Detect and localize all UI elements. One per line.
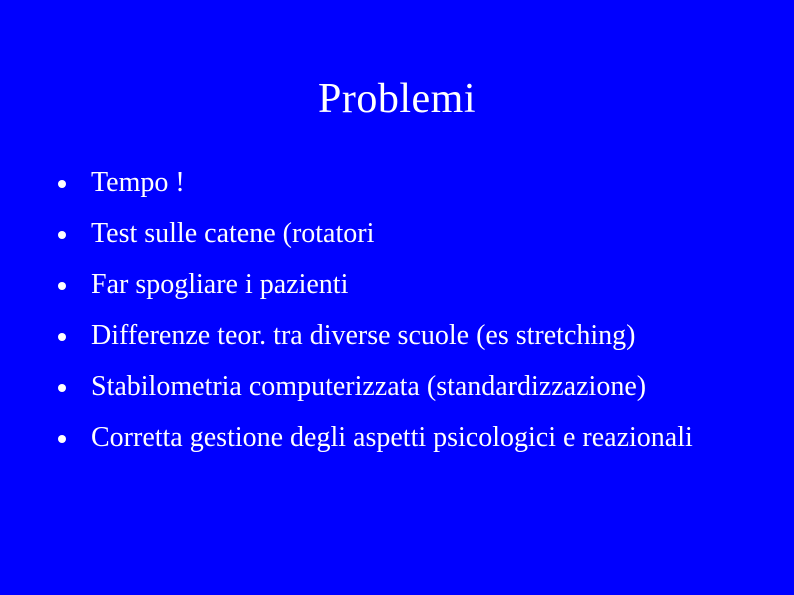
bullet-item (58, 217, 758, 250)
bullet-item (58, 370, 758, 403)
bullet-icon (58, 333, 66, 341)
bullet-text: Far spogliare i pazienti (91, 269, 349, 300)
slide-title: Problemi (318, 76, 476, 122)
bullet-item (58, 421, 758, 454)
bullet-item (58, 268, 758, 301)
bullet-icon (58, 231, 66, 239)
bullet-icon (58, 282, 66, 290)
bullet-icon (58, 384, 66, 392)
bullet-text: Stabilometria computerizzata (standardizzazione) (91, 371, 647, 402)
bullet-text: Test sulle catene (rotatori (91, 218, 375, 249)
bullet-text: Corretta gestione degli aspetti psicologici e reazionali (91, 422, 693, 453)
bullet-item (58, 166, 758, 199)
bullet-list (58, 166, 758, 472)
bullet-item (58, 319, 758, 352)
bullet-icon (58, 180, 66, 188)
bullet-text: Tempo ! (91, 167, 185, 198)
bullet-icon (58, 435, 66, 443)
bullet-text: Differenze teor. tra diverse scuole (es stretching) (91, 320, 636, 351)
